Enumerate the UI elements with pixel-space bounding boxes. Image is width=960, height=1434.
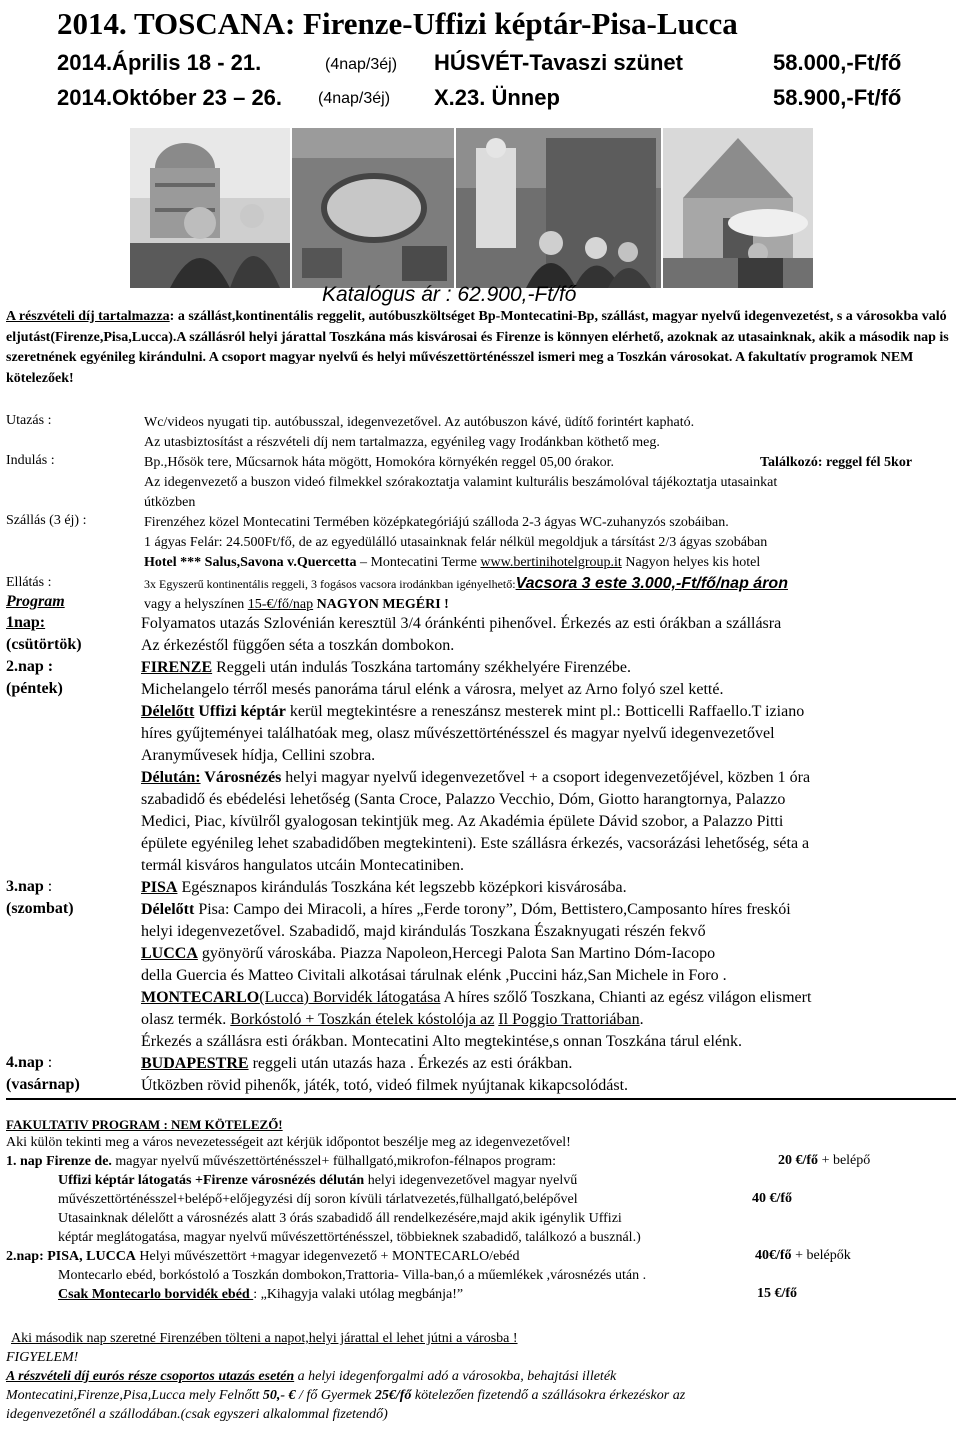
day4-weekday: (vasárnap) [6,1076,80,1093]
day2-morning: Délelőtt [141,703,195,720]
day2-line-7: szabadidő és ebédelési lehetőség (Santa Croce, Palazzo Vecchio, Dóm, Giotto harangtornya, Palazzo [141,791,786,808]
date-spring: 2014.Április 18 - 21. [57,50,262,75]
departure-line-1: Bp.,Hősök tere, Műcsarnok háta mögött, Homokóra környékén reggel 05,00 órakor. [144,455,615,470]
footer-line-1: Aki második nap szeretné Firenzében tölteni a napot,helyi járattal el lehet jútni a városba ! [11,1331,518,1346]
optional-line-6: képtár meglátogatása, magyar nyelvű művészettörténésszel, többieknek szabadidő, találkozó a busznál.) [58,1230,641,1245]
day3-label [6,878,52,896]
day2-citytour: Városnézés [200,769,282,786]
photo-pisa-baptistery [130,128,290,288]
day3-line-7 [141,1009,644,1031]
accommodation-label: Szállás (3 éj) : [6,513,87,528]
day1-label-text: 1nap: [6,614,46,631]
occasion-autumn: X.23. Ünnep [434,85,560,110]
footer-line-4 [6,1387,685,1405]
board-label: Ellátás : [6,575,52,590]
optional-line-5: Utasainknak délelőtt a városnézés alatt 3 órás szabadidő áll rendelkezésére,majd akik igénylik Uffizi [58,1211,622,1226]
day3-morning: Délelőtt [141,901,195,918]
day2-uffizi: Uffizi képtár [194,703,286,720]
day3-weekday: (szombat) [6,900,74,917]
day2-afternoon: Délután: [141,769,201,786]
day2-label: 2.nap : [6,658,54,675]
footer-l4d: kötelezően fizetendő a szállásokra érkezéskor az [411,1388,686,1403]
optional-line-3 [58,1172,577,1190]
day4-label-b: : [43,1054,53,1071]
meeting-time: Találkozó: reggel fél 5kor [760,455,913,470]
departure-line-2: Az idegenvezető a buszon videó filmekkel szórakoztatja valamint kulturális beszámolóval tájékoztatja utasainkat [144,475,778,490]
optional-l3: Uffizi képtár látogatás +Firenze városnézés délután [58,1173,365,1188]
price-3-extra: + belépők [791,1248,851,1263]
day3-l7c: . [639,1011,644,1028]
day3-l4: gyönyörű városkába. Piazza Napoleon,Hercegi Palota San Martino Dóm-Iacopo [197,945,716,962]
day2-line-4: híres gyűjteményei találhatóak meg, olasz művészettörténésszel és magyar nyelvű idegenvezetővel [141,725,775,742]
day4-label-a: 4.nap [6,1054,44,1071]
footer-l4c: / fő Gyermek [295,1388,375,1403]
photo-strip [130,128,830,288]
hotel-comment: Nagyon helyes kis hotel [621,555,761,570]
day1-weekday: (csütörtök) [6,636,82,653]
program-heading: Program [6,593,65,610]
day2-l1: Reggeli után indulás Toszkána tartomány székhelyére Firenzébe. [212,659,632,676]
optional-line-1: Aki külön tekinti meg a város nevezetességeit azt kérjük időpontot beszélje meg az idegenvezetővel! [6,1135,571,1150]
optional-l2: magyar nyelvű művészettörténésszel+ fülhallgató,mikrofon-félnapos program: [111,1154,556,1169]
board-text: 3x Egyszerű kontinentális reggeli, 3 fogásos vacsora irodánkban igényelhető: [144,577,516,591]
day3-trattoria: Il Poggio Trattoriában [498,1011,640,1028]
photo-florence-group [456,128,661,288]
departure-label: Indulás : [6,453,55,468]
day2-weekday: (péntek) [6,680,63,697]
section-divider [6,1098,956,1100]
day3-line-5: della Guercia és Matteo Civitali alkotásai tárulnak elénk ,Puccini ház,San Michele in Foro . [141,967,727,984]
optional-day2: 2.nap: PISA, LUCCA [6,1249,136,1264]
day4-line-1 [141,1053,572,1075]
day2-line-1 [141,657,631,679]
optional-line-9 [58,1286,463,1304]
travel-line-1: Wc/videos nyugati tip. autóbusszal, idegenvezetővel. Az autóbuszon kávé, üdítő forintért kapható. [144,415,695,430]
board-line2-price: 15-€/fő/nap [247,597,314,612]
dinner-offer: Vacsora 3 este 3.000,-Ft/fő/nap áron [515,575,788,592]
day4-line-2: Útközben rövid pihenők, játék, totó, videó filmek nyújtanak kikapcsolódást. [141,1077,629,1094]
board-line-1 [144,574,788,595]
optional-l9: : „Kihagyja valaki utólag megbánja!” [253,1287,464,1302]
day3-line-2 [141,899,791,921]
day3-label-b: : [43,878,53,895]
day3-city: PISA [141,879,178,896]
intro-text: : a szállást,kontinentális reggelit, autóbuszköltséget Bp-Montecatini-Bp, szállást, magyar nyelvű idegenvezetést, s a városokba való eljutást(Firenze,Pisa,Lucca).A szállásról helyi járattal Toszkána más kisvárosai és Firenze is könnyen elérhető, azoknak az utasainknak, akik a második nap is szeretnének egyénileg kirándulni. A csoport magyar nyelvű és helyi művészettörténésszel ismeri meg a Toszkán városokat. A fakultatív programok NEM kötelezőek! [6,309,949,386]
footer-l4a: Montecatini,Firenze,Pisa,Lucca mely Felnőtt [6,1388,263,1403]
accommodation-line-1: Firenzéhez közel Montecatini Termében középkategóriájú szálloda 2-3 ágyas WC-zuhanyzós szobáiban. [144,515,729,530]
board-line-2 [144,595,449,615]
optional-l7: Helyi művészettört +magyar idegenvezető + MONTECARLO/ebéd [135,1249,520,1264]
day3-montecarlo: MONTECARLO [141,989,260,1006]
footer-warning: FIGYELEM! [6,1350,79,1365]
date-autumn: 2014.Október 23 – 26. [57,85,283,110]
price-1-extra: + belépő [818,1153,871,1168]
intro-lead: A részvételi díj tartalmazza [6,309,170,324]
hotel-name: Hotel *** Salus,Savona v.Quercetta [144,555,357,570]
board-line2-b: NAGYON MEGÉRI ! [313,597,449,612]
hotel-location: – Montecatini Terme [356,555,481,570]
day4-city: BUDAPESTRE [141,1055,249,1072]
day2-l6: helyi magyar nyelvű idegenvezetővel + a csoport idegenvezetőjével, közben 1 óra [281,769,811,786]
day2-city: FIRENZE [141,659,213,676]
occasion-spring: HÚSVÉT-Tavaszi szünet [434,50,683,75]
day2-line-6 [141,767,810,789]
day4-l1: reggeli után utazás haza . Érkezés az esti órákban. [248,1055,573,1072]
board-line2-a: vagy a helyszínen [144,597,248,612]
price-autumn: 58.900,-Ft/fő [773,85,902,110]
day1-line-2: Az érkezéstől függően séta a toszkán dombokon. [141,637,455,654]
optional-line-4: művészettörténésszel+belépő+előjegyzési díj soron kívüli tárlatvezetés,fülhallgató,belépővel [58,1192,578,1207]
day3-line-1 [141,877,627,899]
day3-l2: Pisa: Campo dei Miracoli, a híres „Ferde torony”, Dóm, Bettistero,Camposanto híres freskói [194,901,791,918]
day3-line-6 [141,987,811,1009]
day3-line-4 [141,943,715,965]
footer-line-3 [6,1368,616,1386]
travel-line-2: Az utasbiztosítást a részvételi díj nem tartalmazza, egyénileg vagy Irodánkban köthető meg. [144,435,660,450]
photo-santa-croce [663,128,813,288]
price-spring: 58.000,-Ft/fő [773,50,902,75]
day2-line-8: Medici, Piac, kívülről gyalogosan tekintjük meg. Az Akadémia épülete Dávid szobor, a Palazzo Pitti [141,813,784,830]
day3-l1: Egésznapos kirándulás Toszkána két legszebb középkori kisvárosába. [177,879,627,896]
departure-line-3: útközben [144,495,196,510]
optional-title: FAKULTATIV PROGRAM : NEM KÖTELEZŐ! [6,1117,283,1132]
optional-l3b: helyi idegenvezetővel magyar nyelvű [364,1173,578,1188]
day3-line-8: Érkezés a szállásra esti órákban. Montecatini Alto megtekintése,s onnan Toszkána tárul elénk. [141,1033,743,1050]
price-1-val: 20 €/fő [778,1153,819,1168]
hotel-website-link[interactable]: www.bertinihotelgroup.it [480,555,622,570]
day3-montecarlo-2: (Lucca) Borvidék látogatása [259,989,441,1006]
day3-label-a: 3.nap [6,878,44,895]
price-4: 15 €/fő [757,1286,798,1301]
price-1 [778,1153,870,1169]
day1-line-1: Folyamatos utazás Szlovénián keresztül 3/4 óránkénti pihenővel. Érkezés az esti órákban a szállásra [141,615,782,632]
catalog-price: Katalógus ár : 62.900,-Ft/fő [322,283,577,306]
price-3-val: 40€/fő [755,1248,792,1263]
day2-line-9: épülete egyénileg lehet szabadidőben megtekinteni). Este szállásra érkezés, vacsorázási lehetőség, séta a [141,835,810,852]
footer-eur-part: A részvételi díj eurós része csoportos utazás esetén [6,1369,295,1384]
day3-lucca: LUCCA [141,945,198,962]
day2-line-5: Aranyművesek hídja, Cellini szobra. [141,747,376,764]
page-title: 2014. TOSCANA: Firenze-Uffizi képtár-Pisa-Lucca [57,6,738,41]
nights-autumn: (4nap/3éj) [318,90,391,107]
price-2: 40 €/fő [752,1191,793,1206]
optional-montecarlo: Csak Montecarlo borvidék ebéd [58,1287,254,1302]
footer-adult-fee: 50,- € [262,1388,296,1403]
footer-child-fee: 25€/fő [374,1388,412,1403]
optional-line-7 [6,1248,520,1266]
day3-line-3: helyi idegenvezetővel. Szabadidő, majd kirándulás Toszkana Északnyugati részén fekvő [141,923,706,940]
day2-line-3 [141,701,804,723]
footer-l3: a helyi idegenforgalmi adó a városokba, behajtási illeték [294,1369,617,1384]
price-3 [755,1248,851,1264]
day3-l7a: olasz termék. [141,1011,231,1028]
optional-line-8: Montecarlo ebéd, borkóstoló a Toszkán dombokon,Trattoria- Villa-ban,ó a műemlékek ,városnézés után . [58,1268,647,1283]
day3-l6: A híres szőlő Toszkana, Chianti az egész világon elismert [440,989,812,1006]
optional-line-2 [6,1153,556,1171]
day3-tasting: Borkóstoló + Toszkán ételek kóstolója az [230,1011,495,1028]
accommodation-line-2: 1 ágyas Felár: 24.500Ft/fő, de az egyedülálló utasainknak felár nélkül megoldjuk a társítást 2/3 ágyas szobában [144,535,768,550]
day2-l3: kerül megtekintésre a reneszánsz mesterek mint pl.: Botticelli Raffaello.T iziano [285,703,805,720]
optional-day1: 1. nap Firenze de. [6,1154,112,1169]
day2-line-10: termál kisváros hangulatos utcáin Montecatiniben. [141,857,465,874]
travel-label: Utazás : [6,413,52,428]
accommodation-line-3 [144,553,760,573]
day1-label [6,614,45,632]
photo-lucca-aerial [292,128,454,288]
intro-paragraph [6,307,951,389]
day4-label [6,1054,52,1072]
day2-line-2: Michelangelo térről mesés panoráma tárul elénk a városra, melyet az Arno folyó szel ketté. [141,681,724,698]
footer-line-5: idegenvezetőnél a szállodában.(csak egyszeri alkalommal fizetendő) [6,1407,388,1422]
nights-spring: (4nap/3éj) [325,56,398,73]
